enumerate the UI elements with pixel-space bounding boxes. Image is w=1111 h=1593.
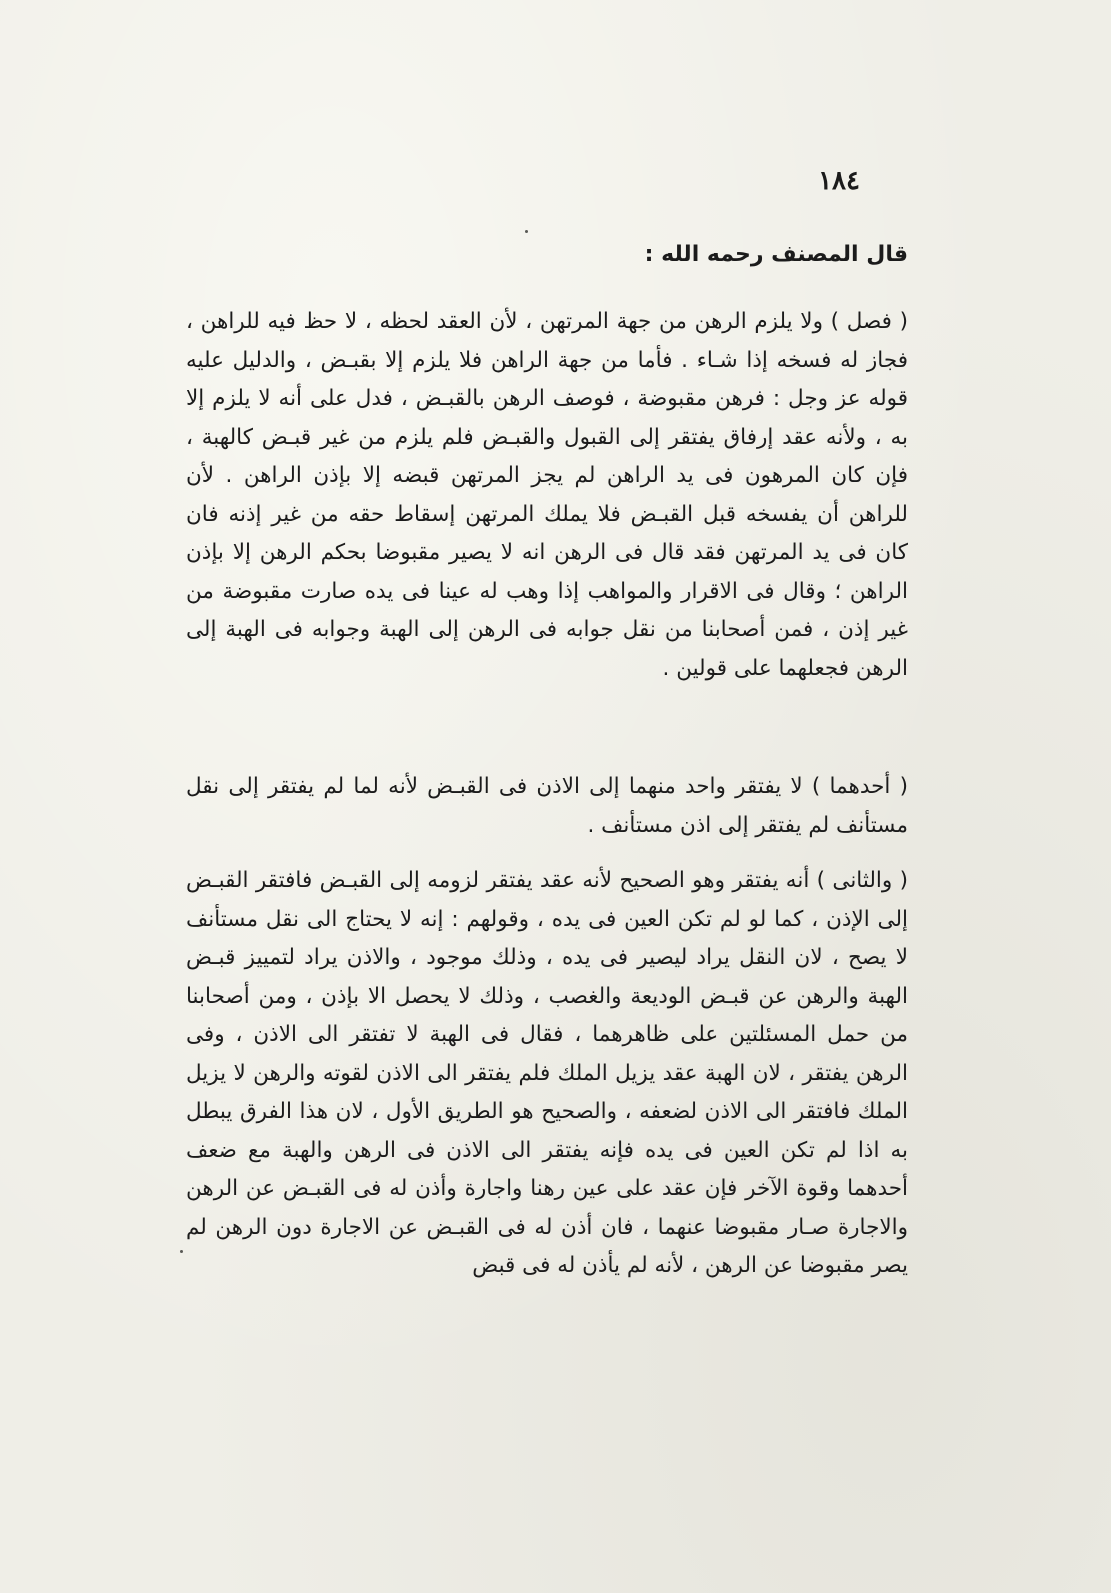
page-number: ١٨٤ <box>818 166 860 196</box>
paper-speck <box>525 230 528 233</box>
paragraph-3: ( والثانى ) أنه يفتقر وهو الصحيح لأنه عقد يفتقر لزومه إلى القبـض فافتقر القبـض إلى الإذن ، كما لو لم تكن العين فى يده ، وقولهم : إنه لا يحتاج الى نقل مستأنف لا يصح ، لان النقل يراد ليصير فى يده ، وذلك موجود ، والاذن يراد لتمييز قبـض الهبة والرهن عن قبـض الوديعة والغصب ، وذلك لا يحصل الا بإذن ، ومن أصحابنا من حمل المسئلتين على ظاهرهما ، فقال فى الهبة لا تفتقر الى الاذن ، وفى الرهن يفتقر ، لان الهبة عقد يزيل الملك فلم يفتقر الى الاذن لقوته والرهن لا يزيل الملك فافتقر الى الاذن لضعفه ، والصحيح هو الطريق الأول ، لان هذا الفرق يبطل به اذا لم تكن العين فى يده فإنه يفتقر الى الاذن فى الرهن والهبة مع ضعف أحدهما وقوة الآخر فإن عقد على عين رهنا واجارة وأذن له فى القبـض عن الرهن والاجارة صـار مقبوضا عنهما ، فان أذن له فى القبـض عن الاجارة دون الرهن لم يصر مقبوضا عن الرهن ، لأنه لم يأذن له فى قبض <box>186 868 908 1278</box>
paragraph-2: ( أحدهما ) لا يفتقر واحد منهما إلى الاذن فى القبـض لأنه لما لم يفتقر إلى نقل مستأنف لم يفتقر إلى اذن مستأنف . <box>186 774 908 838</box>
paragraph-1: ( فصل ) ولا يلزم الرهن من جهة المرتهن ، لأن العقد لحظه ، لا حظ فيه للراهن ، فجاز له فسخه إذا شـاء . فأما من جهة الراهن فلا يلزم إلا بقبـض ، والدليل عليه قوله عز وجل : فرهن مقبوضة ، فوصف الرهن بالقبـض ، فدل على أنه لا يلزم إلا به ، ولأنه عقد إرفاق يفتقر إلى القبول والقبـض فلم يلزم من غير قبـض كالهبة ، فإن كان المرهون فى يد الراهن لم يجز المرتهن قبضه إلا بإذن الراهن . لأن للراهن أن يفسخه قبل القبـض فلا يملك المرتهن إسقاط حقه من غير إذنه فان كان فى يد المرتهن فقد قال فى الرهن انه لا يصير مقبوضا بحكم الرهن إلا بإذن الراهن ؛ وقال فى الاقرار والمواهب إذا وهب له عينا فى يده صارت مقبوضة من غير إذن ، فمن أصحابنا من نقل جوابه فى الرهن إلى الهبة وجوابه فى الهبة إلى الرهن فجعلهما على قولين . <box>186 309 908 681</box>
section-heading: قال المصنف رحمه الله : <box>644 242 908 267</box>
paper-speck <box>180 1250 183 1253</box>
